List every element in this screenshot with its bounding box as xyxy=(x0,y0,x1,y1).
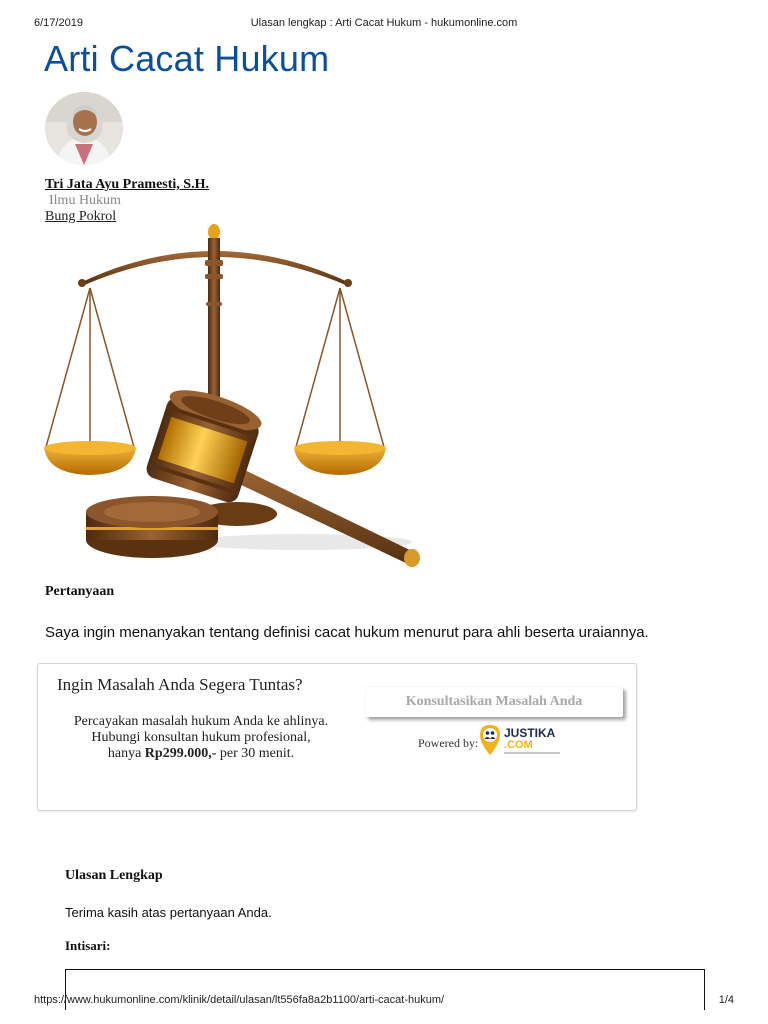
consult-button[interactable]: Konsultasikan Masalah Anda xyxy=(365,687,623,717)
author-avatar xyxy=(45,92,123,165)
logo-wordmark: JUSTIKA xyxy=(504,726,556,740)
promo-line-3-suffix: per 30 menit. xyxy=(216,746,295,761)
review-heading: Ulasan Lengkap xyxy=(65,868,163,883)
scales-gavel-illustration xyxy=(42,222,432,572)
logo-domain: .COM xyxy=(504,739,533,751)
justika-logo[interactable] xyxy=(479,724,564,758)
powered-by-label: Powered by: xyxy=(418,736,479,750)
author-section-link[interactable]: Bung Pokrol xyxy=(45,209,117,224)
page-title: Arti Cacat Hukum xyxy=(44,38,330,79)
avatar-photo xyxy=(45,92,123,165)
print-date: 6/17/2019 xyxy=(34,17,83,29)
promo-line-3 xyxy=(56,746,346,762)
promo-title: Ingin Masalah Anda Segera Tuntas? xyxy=(57,675,303,694)
author-field: Ilmu Hukum xyxy=(49,193,121,208)
print-url: https://www.hukumonline.com/klinik/detail/ulasan/lt556fa8a2b1100/arti-cacat-hukum/ xyxy=(34,994,445,1006)
print-page-title: Ulasan lengkap : Arti Cacat Hukum - hukumonline.com xyxy=(250,17,518,29)
review-thanks-text: Terima kasih atas pertanyaan Anda. xyxy=(65,905,272,920)
intisari-label: Intisari: xyxy=(65,938,111,953)
promo-description xyxy=(56,714,346,762)
consultation-promo-box xyxy=(37,663,637,811)
author-name-link[interactable]: Tri Jata Ayu Pramesti, S.H. xyxy=(45,177,209,192)
promo-line-2: Hubungi konsultan hukum profesional, xyxy=(91,730,311,745)
print-page-number: 1/4 xyxy=(718,994,734,1006)
question-text: Saya ingin menanyakan tentang definisi cacat hukum menurut para ahli beserta uraiannya. xyxy=(45,624,649,641)
promo-price: Rp299.000,- xyxy=(144,746,217,761)
promo-line-3-prefix: hanya xyxy=(107,746,145,761)
question-heading: Pertanyaan xyxy=(45,584,115,599)
promo-line-1: Percayakan masalah hukum Anda ke ahlinya. xyxy=(73,714,329,729)
